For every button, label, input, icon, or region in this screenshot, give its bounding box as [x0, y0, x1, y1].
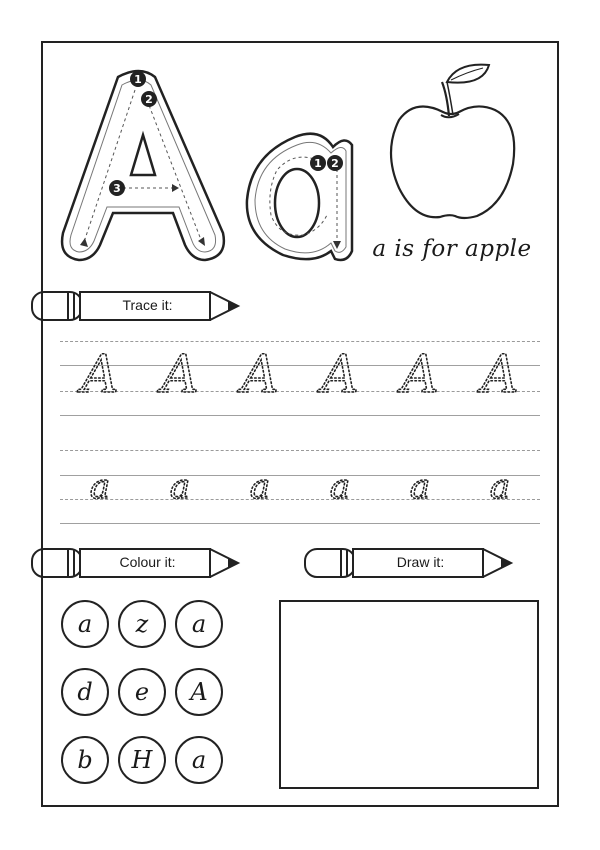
colour-grid	[60, 600, 230, 790]
draw-label: Draw it:	[396, 554, 445, 570]
trace-letter-lower: a	[169, 467, 191, 507]
trace-label: Trace it:	[122, 297, 173, 313]
apple-illustration	[385, 60, 525, 225]
caption: a is for apple	[372, 236, 532, 262]
draw-section-header	[303, 547, 515, 581]
colour-section-header	[30, 547, 242, 581]
trace-section-header	[30, 290, 242, 324]
trace-letters	[60, 335, 540, 530]
colour-circle[interactable]: a	[175, 736, 223, 784]
colour-circle[interactable]: e	[118, 668, 166, 716]
colour-circle[interactable]: d	[61, 668, 109, 716]
stroke-number: 1	[134, 73, 142, 86]
trace-letter-upper: A	[401, 345, 439, 405]
stroke-number: 3	[113, 182, 121, 195]
trace-letter-lower: a	[89, 467, 111, 507]
stroke-number: 2	[331, 157, 339, 170]
lowercase-a-outline	[247, 134, 352, 260]
trace-letter-lower: a	[329, 467, 351, 507]
trace-letter-lower: a	[249, 467, 271, 507]
trace-letter-upper: A	[81, 345, 119, 405]
trace-letter-lower: a	[409, 467, 431, 507]
trace-letter-upper: A	[481, 345, 519, 405]
trace-letter-upper: A	[241, 345, 279, 405]
letter-model	[55, 55, 365, 270]
trace-area	[60, 335, 540, 530]
uppercase-a-outline	[62, 71, 224, 260]
trace-letter-upper: A	[321, 345, 359, 405]
colour-circle[interactable]: b	[61, 736, 109, 784]
drawing-box[interactable]	[279, 600, 539, 789]
trace-letter-upper: A	[161, 345, 199, 405]
colour-circle[interactable]: a	[175, 600, 223, 648]
colour-circle[interactable]: H	[118, 736, 166, 784]
stroke-number: 2	[145, 93, 153, 106]
colour-circle[interactable]: z	[118, 600, 166, 648]
trace-letter-lower: a	[489, 467, 511, 507]
colour-circle[interactable]: a	[61, 600, 109, 648]
colour-label: Colour it:	[119, 554, 176, 570]
stroke-number: 1	[314, 157, 322, 170]
colour-circle[interactable]: A	[175, 668, 223, 716]
